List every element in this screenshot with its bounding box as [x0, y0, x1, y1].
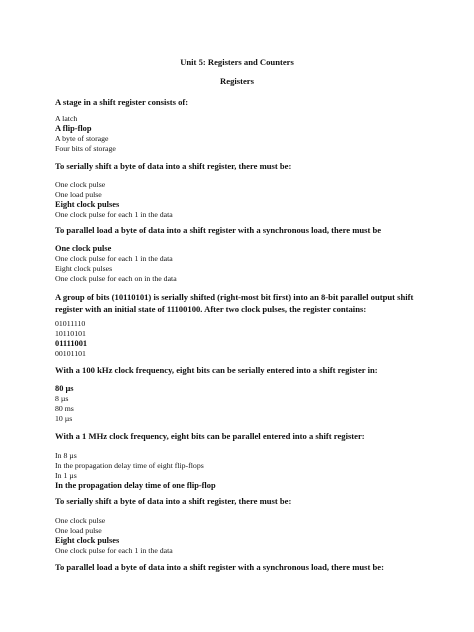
question-5: With a 100 kHz clock frequency, eight bits can be serially entered into a shift register in: — [55, 365, 378, 375]
option: 01011110 — [55, 319, 86, 328]
option: A latch — [55, 114, 78, 123]
section-title: Registers — [220, 76, 254, 86]
option-correct: 01111001 — [55, 339, 88, 349]
option: One clock pulse for each 1 in the data — [55, 210, 173, 220]
option: One clock pulse — [55, 516, 106, 525]
question-8: To parallel load a byte of data into a shift register with a synchronous load, there must be: — [55, 562, 384, 572]
question-5-options — [55, 384, 415, 424]
option: 8 µs — [55, 394, 69, 404]
question-2: To serially shift a byte of data into a shift register, there must be: — [55, 161, 292, 171]
option: In 1 µs — [55, 471, 77, 481]
option: Eight clock pulses — [55, 264, 113, 274]
option: 10110101 — [55, 329, 86, 339]
option: In the propagation delay time of eight flip-flops — [55, 461, 204, 471]
question-7: To serially shift a byte of data into a shift register, there must be: — [55, 496, 292, 506]
option: One load pulse — [55, 526, 102, 536]
question-6-options — [55, 451, 415, 491]
question-2-options — [55, 180, 415, 220]
question-6: With a 1 MHz clock frequency, eight bits can be parallel entered into a shift register: — [55, 431, 365, 441]
option: 80 ms — [55, 404, 74, 414]
option-correct: In the propagation delay time of one flip-flop — [55, 481, 216, 491]
question-4-options — [55, 319, 415, 359]
question-3: To parallel load a byte of data into a shift register with a synchronous load, there must be — [55, 225, 382, 235]
option-correct: 80 µs — [55, 384, 74, 393]
option-correct: One clock pulse — [55, 244, 112, 253]
option: One clock pulse — [55, 180, 106, 189]
option: 10 µs — [55, 414, 73, 424]
question-7-options — [55, 516, 415, 556]
option: One clock pulse for each 1 in the data — [55, 546, 173, 556]
question-1-options — [55, 114, 415, 154]
option: One load pulse — [55, 190, 102, 200]
option-correct: Eight clock pulses — [55, 200, 120, 210]
option: A byte of storage — [55, 134, 109, 144]
option-correct: A flip-flop — [55, 124, 92, 134]
unit-title: Unit 5: Registers and Counters — [180, 57, 294, 67]
option: One clock pulse for each 1 in the data — [55, 254, 173, 264]
option-correct: Eight clock pulses — [55, 536, 120, 546]
question-4: A group of bits (10110101) is serially shifted (right-most bit first) into an 8-bit parallel output shift register with an initial state of 11100100. After two clock pulses, the register contains: — [55, 292, 414, 314]
option: One clock pulse for each on in the data — [55, 274, 177, 284]
question-3-options — [55, 244, 415, 284]
question-1: A stage in a shift register consists of: — [55, 97, 189, 107]
option: In 8 µs — [55, 451, 77, 460]
option: 00101101 — [55, 349, 86, 359]
option: Four bits of storage — [55, 144, 116, 154]
